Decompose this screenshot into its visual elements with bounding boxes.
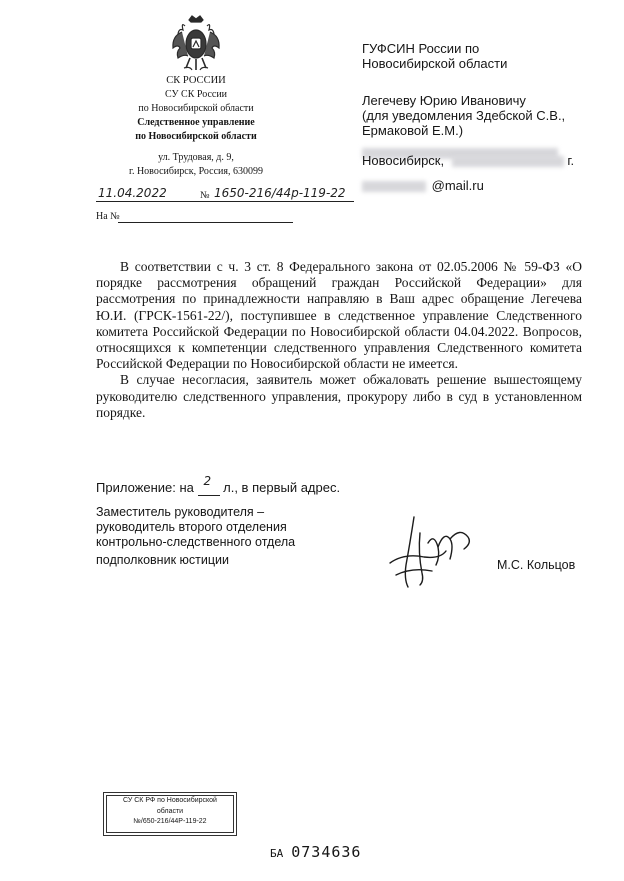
signer-title-line-2: руководитель второго отделения [96, 520, 287, 534]
reply-underline [118, 222, 293, 223]
stamp-line-3: №/650-216/44Р-119-22 [133, 818, 207, 825]
stamp-line-1: СУ СК РФ по Новосибирской [123, 797, 217, 804]
body-paragraph: В соответствии с ч. 3 ст. 8 Федерального закона от 02.05.2006 № 59-ФЗ «О порядке рассмотрения обращений граждан Российской Федерации» для рассмотрения по принадлежности направляю в Ваш адрес обращение Легечева Ю.И. (ГРСК-1561-22/), поступившее в следственное управление Следственного комитета Российской Федерации по Новосибирской области 04.04.2022. Вопросов, относящихся к компетенции следственного управления Следственного комитета Российской Федерации по Новосибирской области не имеется. [96, 259, 582, 372]
sender-city: г. Новосибирск, Россия, 630099 [128, 166, 263, 177]
sender-dept-title: Следственное управление [137, 117, 255, 128]
body-paragraph: В случае несогласия, заявитель может обжаловать решение вышестоящему руководителю следственного управления, прокурору либо в суд в установленном порядке. [96, 372, 582, 420]
signer-title-line-3: контрольно-следственного отдела [96, 535, 296, 549]
signer-title [96, 505, 295, 550]
appendix-pages-blank [198, 474, 220, 496]
addressee-name: Легечеву Юрию Ивановичу [362, 93, 526, 108]
outgoing-underline [96, 201, 354, 202]
double-headed-eagle-emblem-icon [170, 14, 222, 72]
appendix-prefix: Приложение: на [96, 480, 194, 495]
redacted-address [452, 156, 564, 167]
serial-prefix: БА [270, 847, 284, 860]
handwritten-signature-icon [384, 513, 476, 591]
addressee-city: Новосибирск, [362, 153, 445, 168]
outgoing-date: 11.04.2022 [98, 186, 167, 200]
reply-label: На № [96, 211, 120, 222]
signer-rank: подполковник юстиции [96, 553, 229, 567]
addressee-city-line [362, 153, 574, 168]
addressee-org-line-2: Новосибирской области [362, 56, 508, 71]
serial-number: 0734636 [291, 843, 362, 861]
outgoing-number-sign: № [200, 190, 210, 201]
addressee-note-line-2: Ермаковой Е.М.) [362, 123, 464, 138]
reply-reference [96, 208, 296, 224]
addressee-email-line [362, 178, 484, 193]
addressee-note-line-1: (для уведомления Здебской С.В., [362, 108, 566, 123]
sender-org-sub: СУ СК России [164, 89, 228, 100]
form-serial-number [270, 843, 361, 861]
registration-stamp [106, 795, 234, 833]
stamp-line-2: области [156, 807, 184, 815]
addressee-email-domain: @mail.ru [431, 178, 484, 193]
sender-org-main: СК РОССИИ [166, 75, 226, 86]
signer-name: М.С. Кольцов [497, 558, 576, 572]
outgoing-registration [96, 186, 356, 206]
sender-block [96, 73, 296, 179]
sender-dept-region: по Новосибирской области [135, 131, 257, 142]
appendix-line [96, 474, 341, 496]
signer-title-line-1: Заместитель руководителя – [96, 505, 265, 519]
outgoing-number: 1650-216/44р-119-22 [214, 186, 346, 200]
appendix-pages: 2 [203, 474, 212, 488]
letter-body [96, 259, 582, 421]
sender-org-sub-region: по Новосибирской области [138, 103, 254, 114]
appendix-suffix: л., в первый адрес. [223, 480, 341, 495]
sender-street: ул. Трудовая, д. 9, [158, 152, 234, 163]
redacted-email-user [362, 181, 426, 192]
addressee-city-suffix: г. [567, 153, 575, 168]
addressee-org-line-1: ГУФСИН России по [362, 41, 480, 56]
